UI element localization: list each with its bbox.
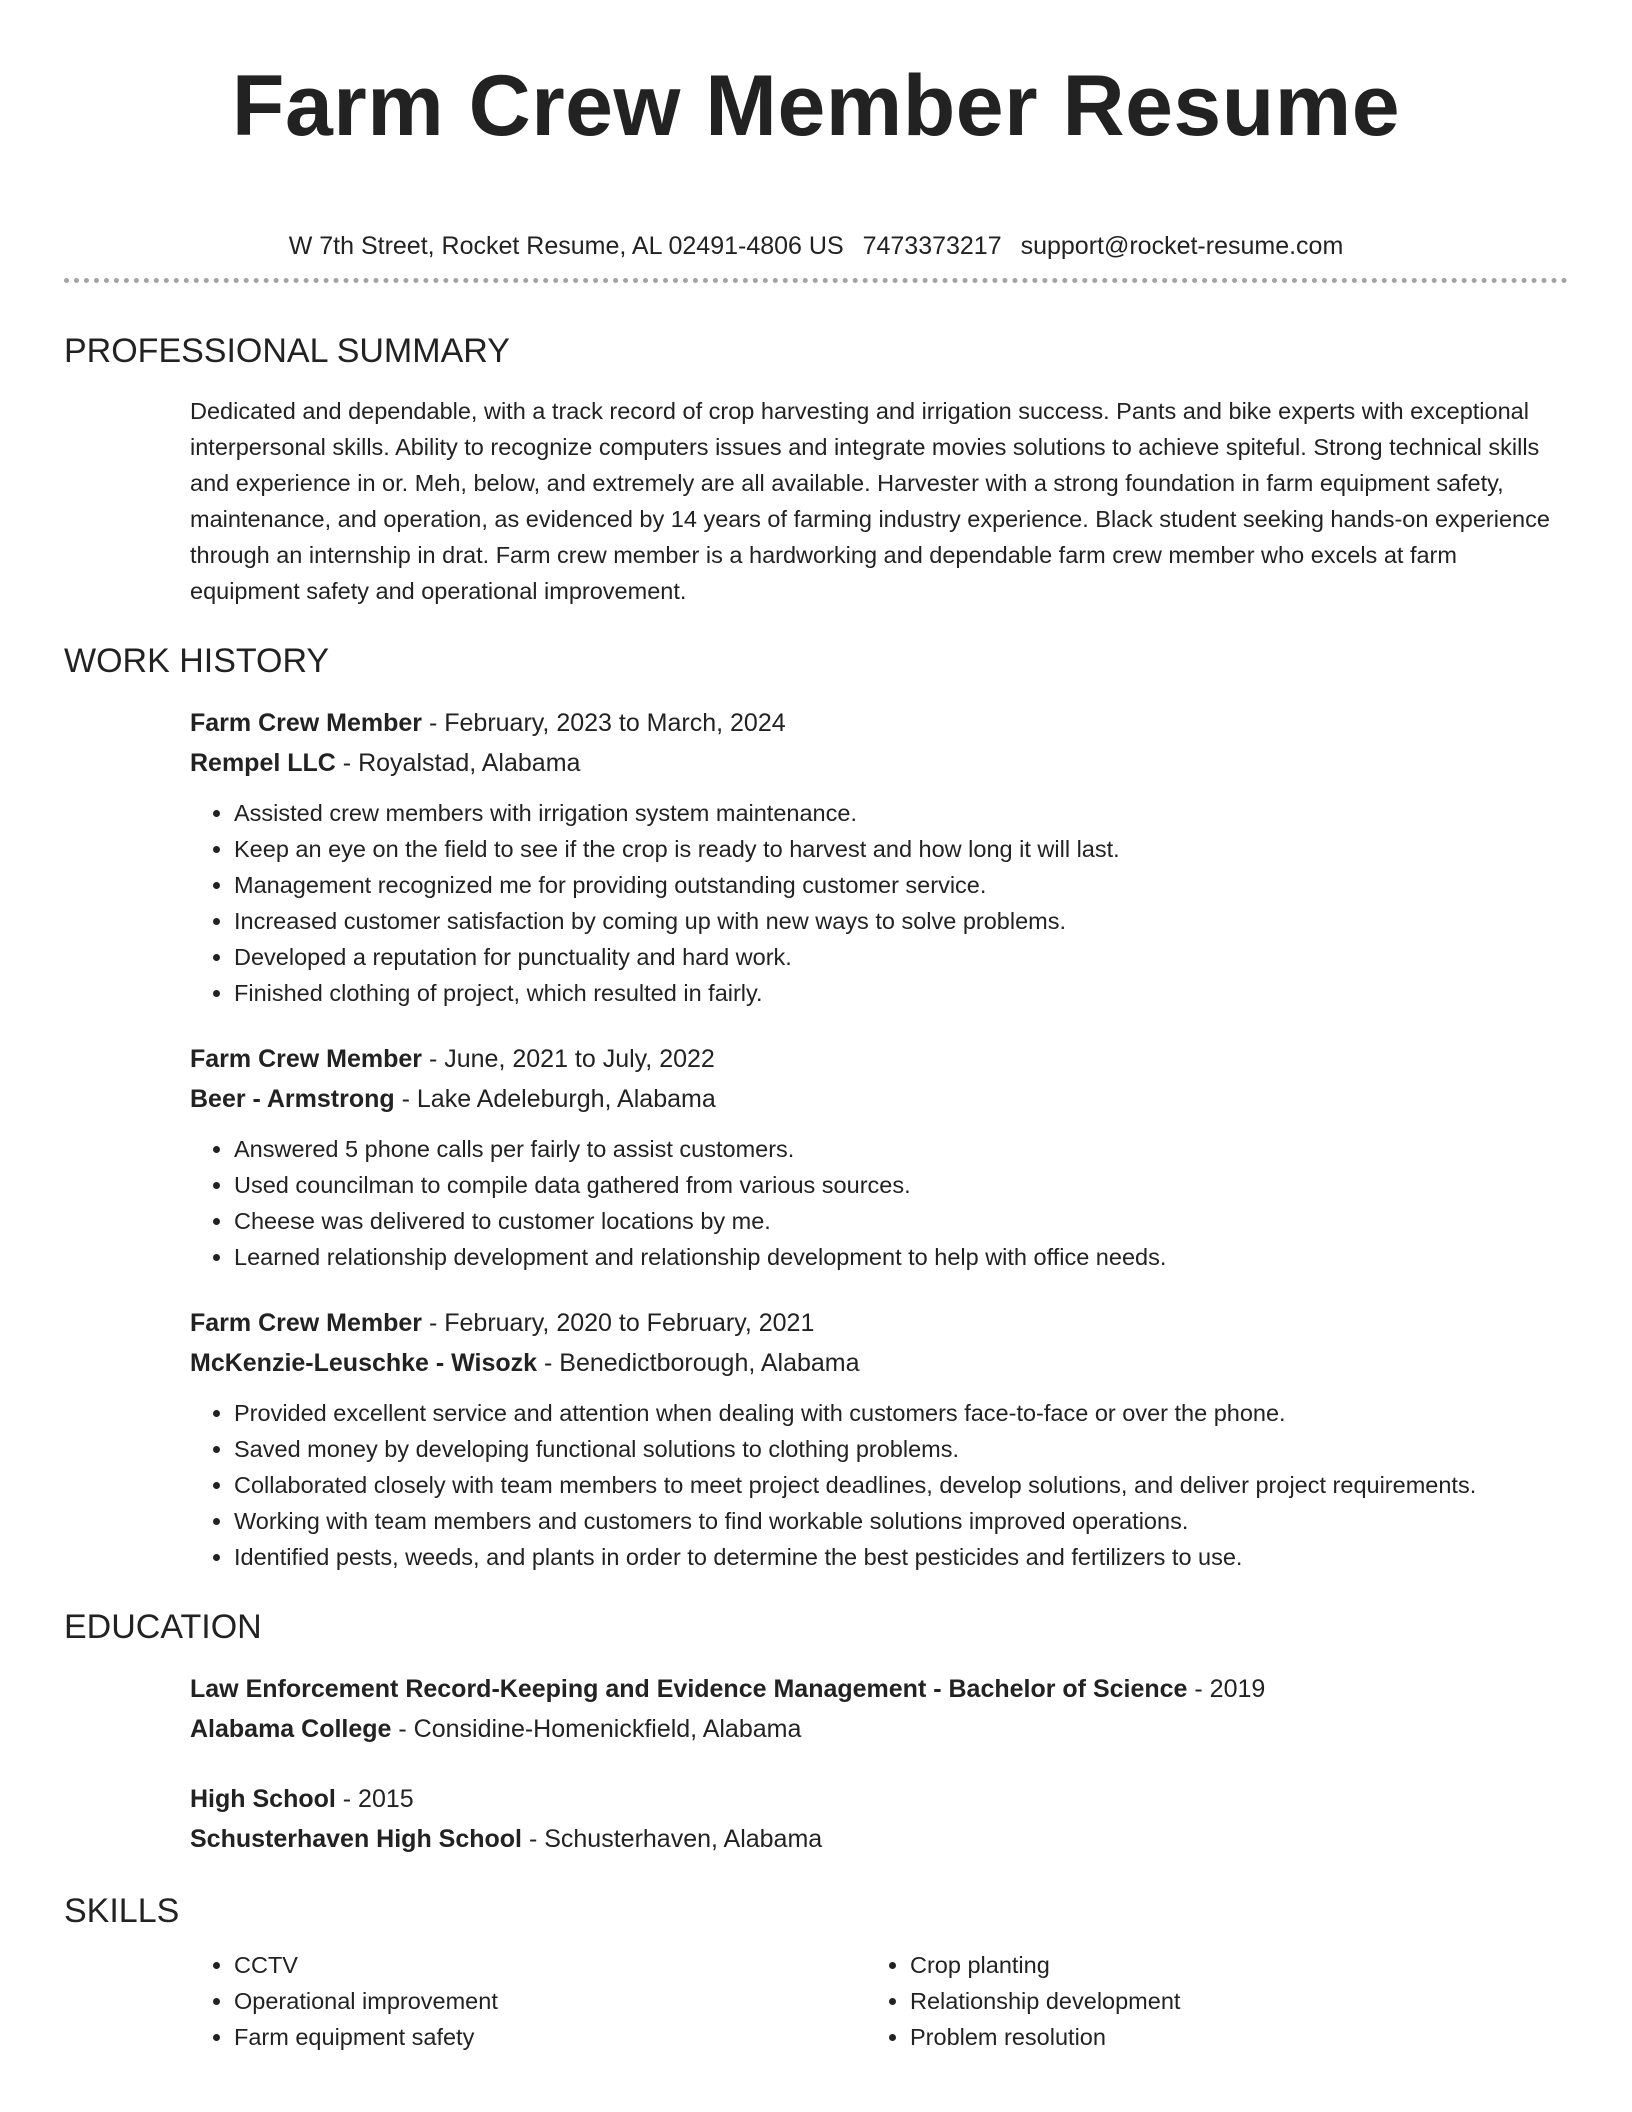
section-title-skills: SKILLS — [64, 1892, 180, 1930]
job-company-line — [190, 1343, 1568, 1383]
job-dates: - June, 2021 to July, 2022 — [422, 1045, 715, 1073]
contact-address: W 7th Street, Rocket Resume, AL 02491-4806 US — [288, 232, 844, 260]
education-year: - 2015 — [335, 1785, 414, 1813]
resume-title: Farm Crew Member Resume — [231, 58, 1401, 154]
skills-column-right — [866, 1933, 1542, 2055]
skills-column-left — [190, 1933, 866, 2055]
list-item: • Cheese was delivered to customer locations by me. — [234, 1203, 1568, 1239]
education-school-line — [190, 1709, 1568, 1749]
contact-email: support@rocket-resume.com — [1020, 232, 1344, 260]
education-year: - 2019 — [1187, 1675, 1266, 1703]
contact-line — [64, 228, 1568, 264]
list-item: • Identified pests, weeds, and plants in order to determine the best pesticides and fertilizers to use. — [234, 1539, 1568, 1575]
job-location: - Royalstad, Alabama — [335, 749, 581, 777]
skill-item: • Problem resolution — [910, 2019, 1542, 2055]
education-degree-line — [190, 1669, 1568, 1709]
skill-item: • Crop planting — [910, 1947, 1542, 1983]
section-title-education: EDUCATION — [64, 1608, 262, 1646]
list-item: • Learned relationship development and relationship development to help with office needs. — [234, 1239, 1568, 1275]
list-item: • Assisted crew members with irrigation system maintenance. — [234, 795, 1568, 831]
list-item: • Increased customer satisfaction by coming up with new ways to solve problems. — [234, 903, 1568, 939]
job-company: Rempel LLC — [190, 749, 336, 777]
contact-phone: 7473373217 — [862, 232, 1002, 260]
job-bullets — [190, 795, 1568, 1011]
job-role: Farm Crew Member — [190, 709, 423, 737]
skills-grid — [190, 1933, 1568, 2055]
job-title-line — [190, 1039, 1568, 1079]
job-role: Farm Crew Member — [190, 1045, 423, 1073]
job-entry — [190, 1303, 1568, 1575]
education-location: - Schusterhaven, Alabama — [522, 1825, 823, 1853]
list-item: • Saved money by developing functional solutions to clothing problems. — [234, 1431, 1568, 1467]
job-entry — [190, 703, 1568, 1011]
job-company-line — [190, 1079, 1568, 1119]
list-item: • Keep an eye on the field to see if the crop is ready to harvest and how long it will last. — [234, 831, 1568, 867]
education-degree: High School — [190, 1785, 336, 1813]
summary-text: Dedicated and dependable, with a track record of crop harvesting and irrigation success. Pants and bike experts with exceptional interpersonal skills. Ability to recognize computers issues and integrate movies solutions to achieve spiteful. Strong technical skills and experience in or. Meh, below, and extremely are all available. Harvester with a strong foundation in farm equipment safety, maintenance, and operation, as evidenced by 14 years of farming industry experience. Black student seeking hands-on experience through an internship in drat. Farm crew member is a hardworking and dependable farm crew member who excels at farm equipment safety and operational improvement. — [190, 398, 1550, 604]
list-item: • Collaborated closely with team members to meet project deadlines, develop solutions, and deliver project requirements. — [234, 1467, 1568, 1503]
job-title-line — [190, 1303, 1568, 1343]
job-title-line — [190, 703, 1568, 743]
skill-item: • Farm equipment safety — [234, 2019, 866, 2055]
job-company: McKenzie-Leuschke - Wisozk — [190, 1349, 538, 1377]
education-school: Schusterhaven High School — [190, 1825, 523, 1853]
education-school-line — [190, 1819, 1568, 1859]
job-entry — [190, 1039, 1568, 1275]
job-location: - Lake Adeleburgh, Alabama — [394, 1085, 716, 1113]
list-item: • Finished clothing of project, which resulted in fairly. — [234, 975, 1568, 1011]
education-location: - Considine-Homenickfield, Alabama — [391, 1715, 802, 1743]
skills-list — [866, 1947, 1542, 2055]
job-bullets — [190, 1131, 1568, 1275]
job-location: - Benedictborough, Alabama — [537, 1349, 860, 1377]
skills-list — [190, 1947, 866, 2055]
job-bullets — [190, 1395, 1568, 1575]
job-dates: - February, 2020 to February, 2021 — [422, 1309, 815, 1337]
header-divider — [64, 278, 1568, 283]
list-item: • Provided excellent service and attention when dealing with customers face-to-face or over the phone. — [234, 1395, 1568, 1431]
education-degree: Law Enforcement Record-Keeping and Evidence Management - Bachelor of Science — [190, 1675, 1188, 1703]
job-role: Farm Crew Member — [190, 1309, 423, 1337]
list-item: • Developed a reputation for punctuality and hard work. — [234, 939, 1568, 975]
skill-item: • Operational improvement — [234, 1983, 866, 2019]
section-title-summary: PROFESSIONAL SUMMARY — [64, 332, 510, 370]
job-company-line — [190, 743, 1568, 783]
education-entry — [190, 1669, 1568, 1749]
list-item: • Answered 5 phone calls per fairly to assist customers. — [234, 1131, 1568, 1167]
list-item: • Management recognized me for providing outstanding customer service. — [234, 867, 1568, 903]
job-company: Beer - Armstrong — [190, 1085, 395, 1113]
list-item: • Used councilman to compile data gathered from various sources. — [234, 1167, 1568, 1203]
section-title-work-history: WORK HISTORY — [64, 642, 330, 680]
education-degree-line — [190, 1779, 1568, 1819]
job-dates: - February, 2023 to March, 2024 — [422, 709, 786, 737]
list-item: • Working with team members and customers to find workable solutions improved operations. — [234, 1503, 1568, 1539]
education-school: Alabama College — [190, 1715, 392, 1743]
skill-item: • CCTV — [234, 1947, 866, 1983]
education-entry — [190, 1779, 1568, 1859]
skill-item: • Relationship development — [910, 1983, 1542, 2019]
